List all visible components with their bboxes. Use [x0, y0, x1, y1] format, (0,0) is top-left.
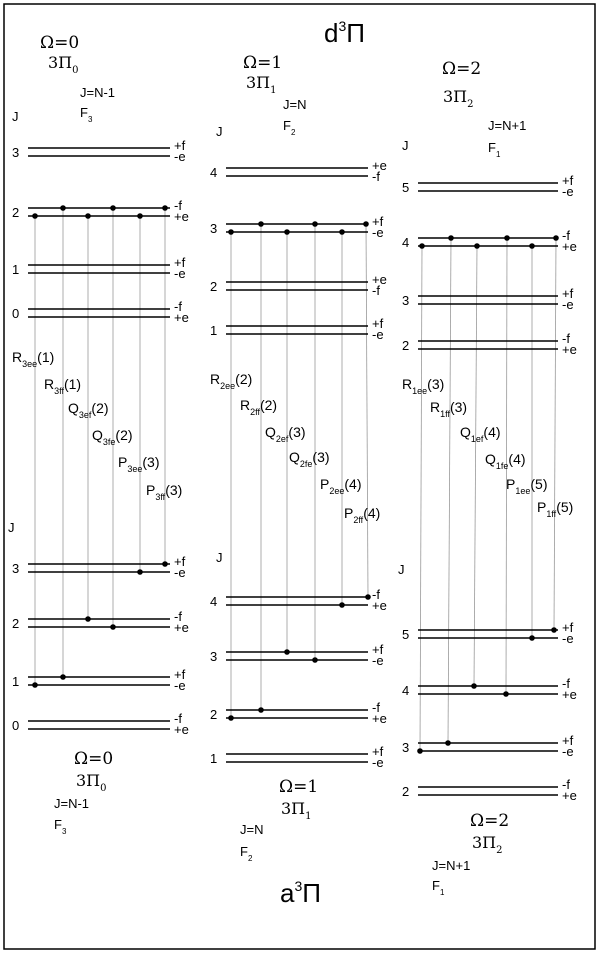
- upper-level-j-value: 1: [12, 262, 20, 277]
- transition-label: $Q_{2fe}(3)$: [289, 449, 330, 469]
- upper-j-relation: J=N: [283, 97, 307, 112]
- upper-parity-bottom: -e: [174, 266, 186, 281]
- upper-parity-top: +f: [562, 173, 574, 188]
- lower-j-relation: J=N-1: [54, 796, 90, 811]
- transition-label: $P_{1ff}(5)$: [537, 499, 574, 519]
- lower-parity-bottom: +e: [562, 687, 577, 702]
- lower-parity-top: -f: [562, 777, 570, 792]
- upper-parity-top: -f: [562, 331, 570, 346]
- lower-level-j-value: 3: [210, 649, 218, 664]
- lower-parity-top: +f: [562, 620, 574, 635]
- transition-label: $R_{3ee}(1)$: [12, 349, 55, 369]
- lower-parity-top: +f: [174, 554, 186, 569]
- lower-omega-label: Ω=1: [279, 777, 319, 797]
- lower-omega-label: Ω=2: [470, 811, 510, 831]
- lower-parity-bottom: -e: [174, 565, 186, 580]
- upper-omega-label: Ω=1: [243, 53, 283, 73]
- lower-level-j-value: 3: [402, 740, 410, 755]
- lower-level-j-value: 4: [402, 683, 410, 698]
- transition-label: $P_{3ee}(3)$: [118, 454, 160, 474]
- upper-f-label: $F_1$: [488, 140, 501, 159]
- upper-term-label: $3\Pi_0$: [48, 53, 79, 76]
- transition-label: $Q_{1ef}(4)$: [460, 424, 501, 444]
- upper-parity-bottom: -e: [372, 327, 384, 342]
- lower-level-j-value: 4: [210, 594, 218, 609]
- lower-level-j-value: 2: [12, 616, 20, 631]
- upper-f-label: $F_3$: [80, 105, 93, 124]
- lower-term-label: $3\Pi_0$: [76, 771, 107, 794]
- lower-parity-bottom: +e: [174, 722, 189, 737]
- lower-parity-top: +f: [372, 744, 384, 759]
- upper-j-header: J: [402, 138, 409, 153]
- upper-j-relation: J=N+1: [488, 118, 527, 133]
- lower-parity-bottom: -e: [372, 755, 384, 770]
- lower-parity-bottom: +e: [372, 598, 387, 613]
- transition-label: $Q_{3ef}(2)$: [68, 400, 109, 420]
- upper-parity-top: +f: [372, 316, 384, 331]
- lower-parity-top: -f: [372, 587, 380, 602]
- transition-label: $R_{2ee}(2)$: [210, 371, 253, 391]
- lower-parity-bottom: -e: [174, 678, 186, 693]
- lower-parity-bottom: +e: [562, 788, 577, 803]
- upper-parity-top: +e: [372, 158, 387, 173]
- transition-label: $Q_{1fe}(4)$: [485, 451, 526, 471]
- upper-level-j-value: 4: [210, 165, 218, 180]
- upper-term-label: $3\Pi_1$: [246, 73, 277, 96]
- transition-label: $Q_{3fe}(2)$: [92, 427, 133, 447]
- upper-parity-bottom: -e: [372, 225, 384, 240]
- transition-label: $Q_{2ef}(3)$: [265, 424, 306, 444]
- lower-j-relation: J=N: [240, 822, 264, 837]
- lower-parity-bottom: +e: [174, 620, 189, 635]
- lower-level-j-value: 2: [402, 784, 410, 799]
- lower-term-label: $3\Pi_1$: [281, 799, 312, 822]
- transition-label: $R_{1ee}(3)$: [402, 376, 445, 396]
- lower-parity-top: +f: [174, 667, 186, 682]
- lower-level-j-value: 1: [12, 674, 20, 689]
- lower-parity-bottom: +e: [372, 711, 387, 726]
- upper-level-j-value: 2: [402, 338, 410, 353]
- lower-j-header: J: [398, 562, 405, 577]
- upper-omega-label: Ω=2: [442, 59, 482, 79]
- lower-level-j-value: 0: [12, 718, 20, 733]
- upper-level-j-value: 1: [210, 323, 218, 338]
- upper-parity-bottom: +e: [562, 239, 577, 254]
- upper-parity-top: -f: [174, 299, 182, 314]
- transition-label: $P_{1ee}(5)$: [506, 476, 548, 496]
- lower-parity-top: +f: [372, 642, 384, 657]
- upper-parity-bottom: -f: [372, 169, 380, 184]
- upper-j-header: J: [216, 124, 223, 139]
- upper-parity-bottom: -f: [372, 283, 380, 298]
- upper-j-header: J: [12, 109, 19, 124]
- lower-parity-top: -f: [562, 676, 570, 691]
- lower-parity-top: -f: [174, 609, 182, 624]
- lower-term-label: $3\Pi_2$: [472, 833, 503, 856]
- upper-f-label: $F_2$: [283, 118, 296, 137]
- upper-parity-bottom: -e: [562, 184, 574, 199]
- lower-j-header: J: [216, 550, 223, 565]
- upper-omega-label: Ω=0: [40, 33, 80, 53]
- lower-parity-top: -f: [174, 711, 182, 726]
- transition-label: $P_{3ff}(3)$: [146, 482, 183, 502]
- lower-f-label: $F_3$: [54, 817, 67, 836]
- lower-omega-label: Ω=0: [74, 749, 114, 769]
- transition-label: $R_{3ff}(1)$: [44, 376, 82, 396]
- upper-parity-top: +f: [174, 138, 186, 153]
- lower-j-header: J: [8, 520, 15, 535]
- lower-f-label: $F_1$: [432, 878, 445, 897]
- lower-level-j-value: 1: [210, 751, 218, 766]
- upper-parity-top: +f: [174, 255, 186, 270]
- transition-label: $P_{2ff}(4)$: [344, 505, 381, 525]
- lower-parity-bottom: -e: [372, 653, 384, 668]
- upper-parity-top: +f: [562, 286, 574, 301]
- upper-level-j-value: 4: [402, 235, 410, 250]
- upper-parity-top: -f: [562, 228, 570, 243]
- upper-level-j-value: 2: [210, 279, 218, 294]
- lower-parity-top: -f: [372, 700, 380, 715]
- transition-label: $R_{2ff}(2)$: [240, 397, 278, 417]
- upper-parity-bottom: +e: [174, 209, 189, 224]
- upper-parity-top: +e: [372, 272, 387, 287]
- upper-level-j-value: 3: [210, 221, 218, 236]
- upper-level-j-value: 5: [402, 180, 410, 195]
- upper-term-label: $3\Pi_2$: [443, 87, 474, 110]
- upper-state-title: $d^3\Pi$: [324, 18, 366, 48]
- lower-parity-bottom: -e: [562, 631, 574, 646]
- upper-parity-bottom: +e: [562, 342, 577, 357]
- upper-level-j-value: 2: [12, 205, 20, 220]
- transition-label: $R_{1ff}(3)$: [430, 399, 468, 419]
- lower-parity-bottom: -e: [562, 744, 574, 759]
- lower-j-relation: J=N+1: [432, 858, 471, 873]
- lower-level-j-value: 2: [210, 707, 218, 722]
- upper-parity-bottom: +e: [174, 310, 189, 325]
- lower-f-label: $F_2$: [240, 844, 253, 863]
- lower-level-j-value: 3: [12, 561, 20, 576]
- upper-parity-bottom: -e: [174, 149, 186, 164]
- upper-level-j-value: 0: [12, 306, 20, 321]
- upper-parity-bottom: -e: [562, 297, 574, 312]
- upper-level-j-value: 3: [402, 293, 410, 308]
- lower-level-j-value: 5: [402, 627, 410, 642]
- upper-level-j-value: 3: [12, 145, 20, 160]
- upper-parity-top: +f: [372, 214, 384, 229]
- lower-parity-top: +f: [562, 733, 574, 748]
- transition-label: $P_{2ee}(4)$: [320, 476, 362, 496]
- upper-parity-top: -f: [174, 198, 182, 213]
- lower-state-title: $a^3\Pi$: [280, 878, 322, 908]
- upper-j-relation: J=N-1: [80, 85, 116, 100]
